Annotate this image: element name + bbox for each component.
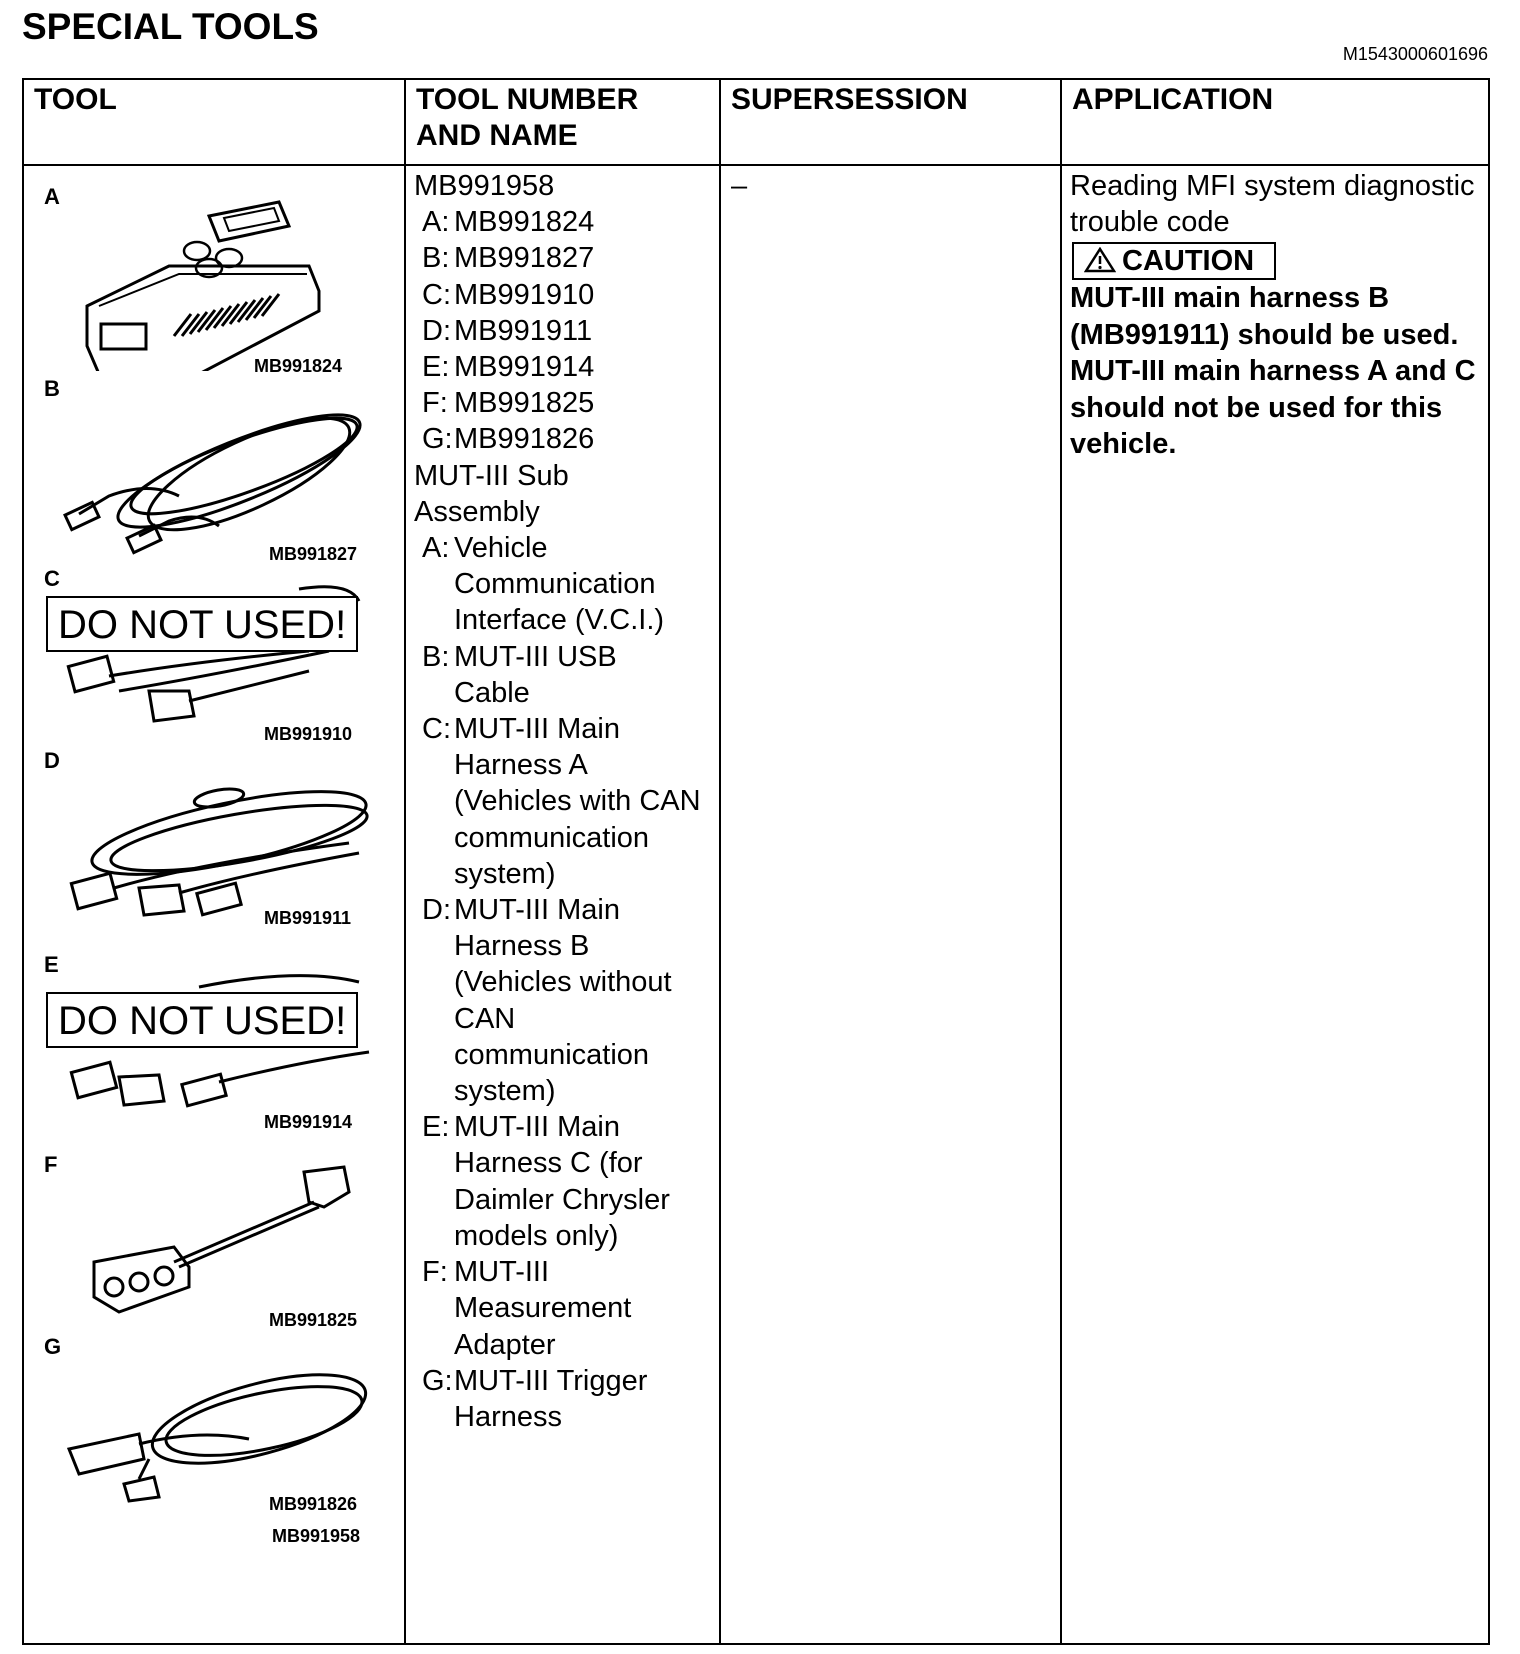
- tool-letter: B: [44, 376, 60, 401]
- list-item: [414, 385, 711, 421]
- measurement-adapter-icon: [64, 1162, 364, 1322]
- tool-code: MB991825: [269, 1310, 358, 1330]
- table-row: [23, 165, 1489, 1644]
- item-value: Vehicle Communication Interface (V.C.I.): [454, 532, 665, 637]
- tool-letter: D: [44, 748, 60, 773]
- item-key: A:: [422, 532, 450, 565]
- item-key: G:: [422, 1364, 453, 1397]
- item-key: B:: [422, 640, 450, 673]
- item-key: D:: [422, 314, 451, 347]
- tool-letter: G: [44, 1334, 62, 1359]
- supersession-value: –: [731, 170, 748, 202]
- item-value: MB991824: [454, 206, 595, 239]
- list-item: [414, 1363, 711, 1435]
- list-item: [414, 240, 711, 276]
- item-value: MB991911: [454, 314, 593, 347]
- column-header-tool: TOOL: [23, 79, 405, 165]
- tool-code: MB991827: [269, 544, 358, 564]
- tool-code: MB991826: [269, 1494, 358, 1514]
- tool-illustrations-cell: [23, 165, 405, 1644]
- item-key: F:: [422, 387, 448, 420]
- item-key: C:: [422, 278, 451, 311]
- supersession-cell: [720, 165, 1061, 1644]
- list-item: [414, 1254, 711, 1363]
- item-value: MUT-III Main Harness C (for Daimler Chrysler models only): [454, 1111, 670, 1252]
- special-tools-table: [22, 78, 1490, 1645]
- item-key: E:: [422, 351, 450, 384]
- table-header-row: [23, 79, 1489, 165]
- item-value: MUT-III Main Harness B (Vehicles without CAN communication system): [454, 894, 672, 1108]
- usb-cable-icon: [49, 386, 379, 556]
- item-value: MB991826: [454, 423, 595, 456]
- list-item: [414, 313, 711, 349]
- item-key: E:: [422, 1111, 450, 1144]
- item-key: G:: [422, 423, 453, 456]
- tool-letter: E: [44, 952, 59, 977]
- list-item: [414, 639, 711, 711]
- tool-code: MB991911: [264, 908, 352, 928]
- item-value: MUT-III Trigger Harness: [454, 1364, 648, 1433]
- document-id: M1543000601696: [1342, 44, 1488, 64]
- list-item: [414, 349, 711, 385]
- tool-letter: F: [44, 1152, 58, 1177]
- column-header-application: APPLICATION: [1061, 79, 1489, 165]
- item-value: MUT-III USB Cable: [454, 640, 617, 709]
- code-list: [414, 204, 711, 457]
- tool-letter: A: [44, 184, 60, 209]
- item-key: A:: [422, 206, 450, 239]
- list-item: [414, 530, 711, 639]
- item-value: MB991827: [454, 242, 595, 275]
- component-list: [414, 530, 711, 1435]
- warning-triangle-icon: [1084, 247, 1116, 273]
- caution-label: CAUTION: [1122, 245, 1255, 277]
- column-header-tool-number-name: TOOL NUMBER AND NAME: [405, 79, 720, 165]
- list-item: [414, 711, 711, 892]
- list-item: [414, 421, 711, 457]
- item-key: D:: [422, 894, 451, 927]
- column-header-supersession: SUPERSESSION: [720, 79, 1061, 165]
- item-value: MB991910: [454, 278, 595, 311]
- kit-code: MB991958: [272, 1526, 361, 1546]
- application-cell: [1061, 165, 1489, 1644]
- page-title: SPECIAL TOOLS: [22, 6, 319, 47]
- do-not-use-label: DO NOT USED!: [46, 596, 358, 652]
- application-text: Reading MFI system diagnostic trouble code: [1070, 170, 1475, 238]
- assembly-name: MUT-III Sub Assembly: [414, 459, 569, 528]
- list-item: [414, 277, 711, 313]
- item-value: MB991825: [454, 387, 595, 420]
- trigger-harness-icon: [49, 1349, 379, 1509]
- item-value: MB991914: [454, 351, 595, 384]
- item-value: MUT-III Measurement Adapter: [454, 1256, 632, 1361]
- kit-number: MB991958: [414, 170, 555, 202]
- item-key: B:: [422, 242, 450, 275]
- caution-box: [1072, 242, 1276, 280]
- list-item: [414, 892, 711, 1109]
- item-value: MUT-III Main Harness A (Vehicles with CAN communication system): [454, 713, 701, 890]
- item-key: C:: [422, 713, 451, 746]
- tool-code: MB991824: [254, 356, 343, 376]
- tool-letter: C: [44, 566, 60, 591]
- do-not-use-label: DO NOT USED!: [46, 992, 358, 1048]
- caution-text: MUT-III main harness B (MB991911) should be used. MUT-III main harness A and C should not be used for this vehicle.: [1070, 282, 1476, 460]
- tool-code: MB991914: [264, 1112, 353, 1132]
- item-key: F:: [422, 1256, 448, 1289]
- tool-number-name-cell: [405, 165, 720, 1644]
- vci-unit-icon: [79, 196, 329, 371]
- tool-code: MB991910: [264, 724, 353, 744]
- list-item: [414, 204, 711, 240]
- list-item: [414, 1109, 711, 1254]
